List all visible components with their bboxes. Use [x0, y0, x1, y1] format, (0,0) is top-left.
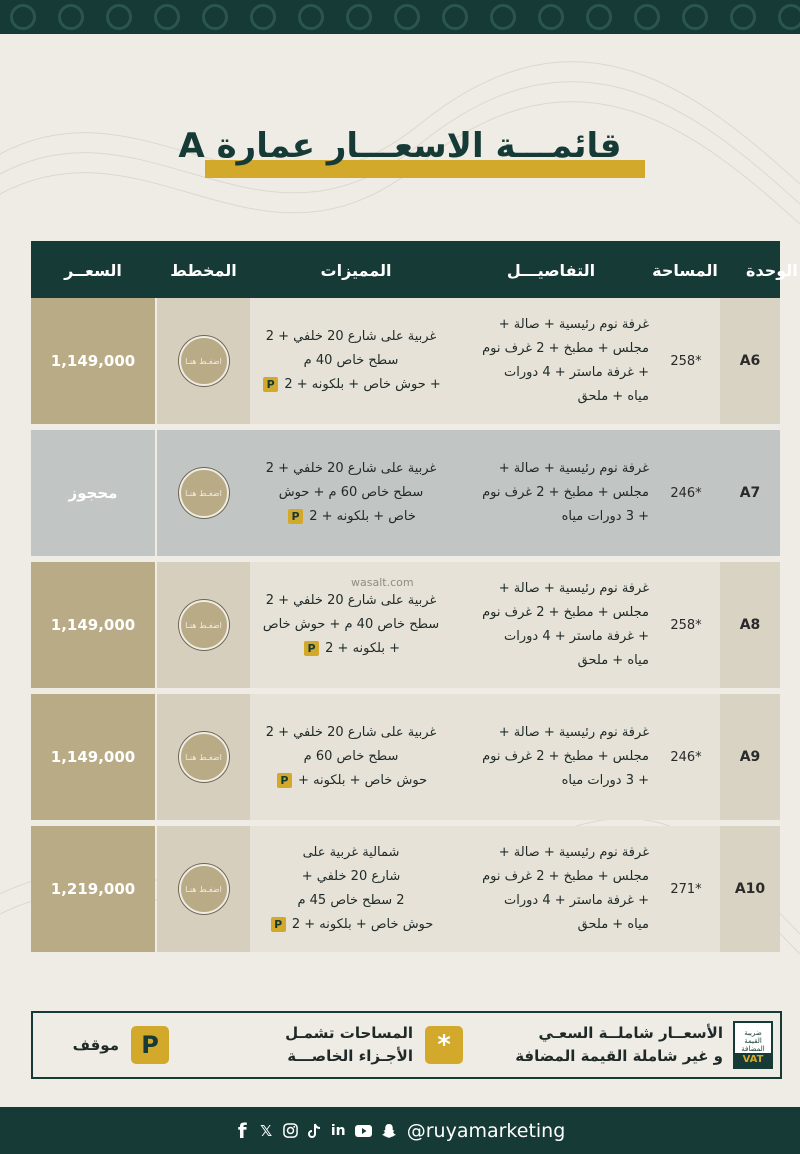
header-area: المساحة: [652, 261, 718, 280]
header-details: التفاصيـــل: [506, 261, 596, 280]
unit-cell: A8: [720, 562, 780, 688]
area-legend: [223, 1013, 463, 1077]
parking-icon: P: [288, 509, 303, 524]
area-cell: 271*: [670, 881, 702, 897]
features-cell: [253, 826, 449, 952]
price-cell: 1,219,000: [31, 826, 155, 952]
details-line: غرفة نوم رئيسية + صالة +: [498, 845, 649, 860]
features-line: حوش خاص + بلكونه +: [298, 773, 428, 788]
table-row: [31, 298, 780, 424]
parking-legend: [49, 1013, 169, 1077]
features-cell: [253, 298, 449, 424]
features-line: شمالية غربية على: [302, 845, 400, 860]
instagram-icon[interactable]: [283, 1122, 298, 1140]
features-line: + بلكونه + 2: [325, 641, 401, 656]
table-header: [31, 241, 798, 298]
plan-link-label: اضغـط هنـا: [185, 620, 222, 630]
vat-legend-line1: الأسعــار شاملــة السعـي: [538, 1024, 723, 1042]
features-line: حوش خاص + بلكونه + 2: [291, 917, 434, 932]
x-icon[interactable]: 𝕏: [260, 1121, 273, 1140]
plan-cell: [157, 826, 250, 952]
details-cell: [449, 826, 649, 952]
header-price: السعــر: [64, 261, 122, 280]
area-cell: 258*: [670, 617, 702, 633]
plan-link-label: اضغـط هنـا: [185, 356, 222, 366]
details-line: مجلس + مطبخ + 2 غرف نوم: [482, 605, 649, 620]
details-cell: [449, 430, 649, 556]
details-line: مجلس + مطبخ + 2 غرف نوم: [482, 749, 649, 764]
header-plan: المخطط: [170, 261, 237, 280]
vat-legend: [513, 1013, 773, 1077]
features-line: سطح خاص 60 م + حوش: [278, 485, 424, 500]
area-cell: 246*: [670, 749, 702, 765]
youtube-icon[interactable]: [355, 1122, 372, 1140]
table-row: [31, 826, 780, 952]
features-line: غربية على شارع 20 خلفي + 2: [265, 725, 437, 740]
plan-cell: [157, 298, 250, 424]
features-line: غربية على شارع 20 خلفي + 2: [265, 329, 437, 344]
features-line: سطح خاص 40 م + حوش خاص: [262, 617, 440, 632]
unit-cell: A6: [720, 298, 780, 424]
parking-icon: P: [263, 377, 278, 392]
area-cell: 246*: [670, 485, 702, 501]
legend-box: [31, 1011, 782, 1079]
snapchat-icon[interactable]: [381, 1122, 397, 1140]
details-line: + غرفة ماستر + 4 دورات: [504, 365, 649, 380]
parking-icon: P: [271, 917, 286, 932]
title-block: [0, 126, 800, 166]
details-line: + 3 دورات مياه: [561, 773, 649, 788]
details-cell: [449, 298, 649, 424]
details-line: غرفة نوم رئيسية + صالة +: [498, 317, 649, 332]
parking-icon: P: [304, 641, 319, 656]
details-line: غرفة نوم رئيسية + صالة +: [498, 581, 649, 596]
details-line: مياه + ملحق: [577, 653, 649, 668]
watermark: wasalt.com: [351, 576, 414, 589]
table-row: [31, 694, 780, 820]
price-cell: 1,149,000: [31, 562, 155, 688]
details-line: + 3 دورات مياه: [561, 509, 649, 524]
plan-cell: [157, 562, 250, 688]
area-cell: 258*: [670, 353, 702, 369]
features-line: خاص + بلكونه + 2: [309, 509, 416, 524]
details-line: غرفة نوم رئيسية + صالة +: [498, 461, 649, 476]
details-line: + غرفة ماستر + 4 دورات: [504, 893, 649, 908]
table-row: [31, 562, 780, 688]
parking-legend-label: موقف: [72, 1035, 119, 1054]
price-cell: 1,149,000: [31, 298, 155, 424]
table-row: [31, 430, 780, 556]
unit-cell: A7: [720, 430, 780, 556]
asterisk-icon: *: [425, 1026, 463, 1064]
linkedin-icon[interactable]: in: [330, 1122, 346, 1139]
vat-legend-line2: و غير شاملة القيمة المضافة: [515, 1047, 723, 1065]
plan-link-label: اضغـط هنـا: [185, 884, 222, 894]
features-line: 2 سطح خاص 45 م: [297, 893, 405, 908]
plan-cell: [157, 694, 250, 820]
unit-cell: A10: [720, 826, 780, 952]
parking-icon: P: [131, 1026, 169, 1064]
features-line: سطح خاص 60 م: [303, 749, 399, 764]
page-title: قائمـــة الاسعـــار عمارة A: [178, 126, 622, 166]
floorplan-link-button[interactable]: [179, 864, 229, 914]
header-unit: الوحدة: [746, 261, 798, 280]
price-cell: محجوز: [31, 430, 155, 556]
features-line: شارع 20 خلفي +: [301, 869, 401, 884]
features-line: غربية على شارع 20 خلفي + 2: [265, 593, 437, 608]
details-cell: [449, 562, 649, 688]
features-line: سطح خاص 40 م: [303, 353, 399, 368]
features-line: غربية على شارع 20 خلفي + 2: [265, 461, 437, 476]
vat-logo: [733, 1021, 773, 1069]
plan-link-label: اضغـط هنـا: [185, 752, 222, 762]
floorplan-link-button[interactable]: [179, 600, 229, 650]
unit-cell: A9: [720, 694, 780, 820]
social-handle[interactable]: @ruyamarketing: [406, 1119, 566, 1142]
vat-logo-text: ضريبة القيمة المضافة: [741, 1029, 765, 1053]
tiktok-icon[interactable]: [307, 1122, 322, 1140]
top-decorative-band: [0, 0, 800, 34]
details-line: غرفة نوم رئيسية + صالة +: [498, 725, 649, 740]
features-line: + حوش خاص + بلكونه + 2: [284, 377, 441, 392]
floorplan-link-button[interactable]: [179, 732, 229, 782]
details-line: مجلس + مطبخ + 2 غرف نوم: [482, 485, 649, 500]
features-cell: [253, 694, 449, 820]
plan-cell: [157, 430, 250, 556]
details-line: مجلس + مطبخ + 2 غرف نوم: [482, 341, 649, 356]
area-legend-line1: المساحات تشمـل: [285, 1024, 413, 1042]
facebook-icon[interactable]: f: [237, 1118, 247, 1143]
price-table: [31, 241, 798, 952]
area-legend-line2: الأجـزاء الخاصـــة: [287, 1047, 413, 1065]
footer-bar: [0, 1107, 800, 1154]
price-cell: 1,149,000: [31, 694, 155, 820]
details-line: + غرفة ماستر + 4 دورات: [504, 629, 649, 644]
features-cell: [253, 430, 449, 556]
vat-logo-badge: VAT: [735, 1053, 771, 1067]
plan-link-label: اضغـط هنـا: [185, 488, 222, 498]
details-line: مجلس + مطبخ + 2 غرف نوم: [482, 869, 649, 884]
header-features: المميزات: [320, 261, 392, 280]
details-line: مياه + ملحق: [577, 389, 649, 404]
details-line: مياه + ملحق: [577, 917, 649, 932]
details-cell: [449, 694, 649, 820]
floorplan-link-button[interactable]: [179, 336, 229, 386]
floorplan-link-button[interactable]: [179, 468, 229, 518]
parking-icon: P: [277, 773, 292, 788]
social-icons: [235, 1118, 397, 1143]
